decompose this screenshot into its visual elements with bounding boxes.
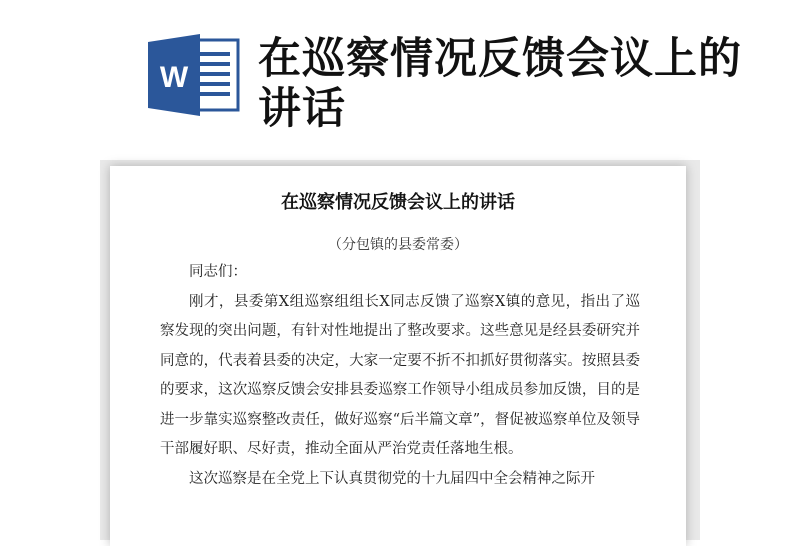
document-title: 在巡察情况反馈会议上的讲话	[281, 192, 515, 213]
salutation: 同志们：	[189, 264, 247, 280]
body-paragraph-1: 刚才，县委第X组巡察组组长X同志反馈了巡察X镇的意见，指出了巡察发现的突出问题，有针对性地提出了整改要求。这些意见是经县委研究并同意的，代表着县委的决定，大家一定要不折不扣抓好贯彻落实。按照县委的要求，这次巡察反馈会安排县委巡察工作领导小组成员参加反馈，目的是进一步靠实巡察整改责任，做好巡察“后半篇文章”，督促被巡察单位及领导干部履好职、尽好责，推动全面从严治党责任落地生根。	[160, 293, 640, 457]
document-subtitle: （分包镇的县委常委）	[328, 237, 468, 253]
body-paragraph-2: 这次巡察是在全党上下认真贯彻党的十九届四中全会精神之际开	[189, 470, 595, 487]
word-document-icon	[148, 32, 244, 118]
document-page	[110, 166, 686, 546]
header-banner	[0, 0, 800, 150]
header-title: 在巡察情况反馈会议上的讲话	[258, 34, 742, 134]
word-icon-letter: W	[159, 61, 189, 94]
document-body	[160, 258, 640, 494]
